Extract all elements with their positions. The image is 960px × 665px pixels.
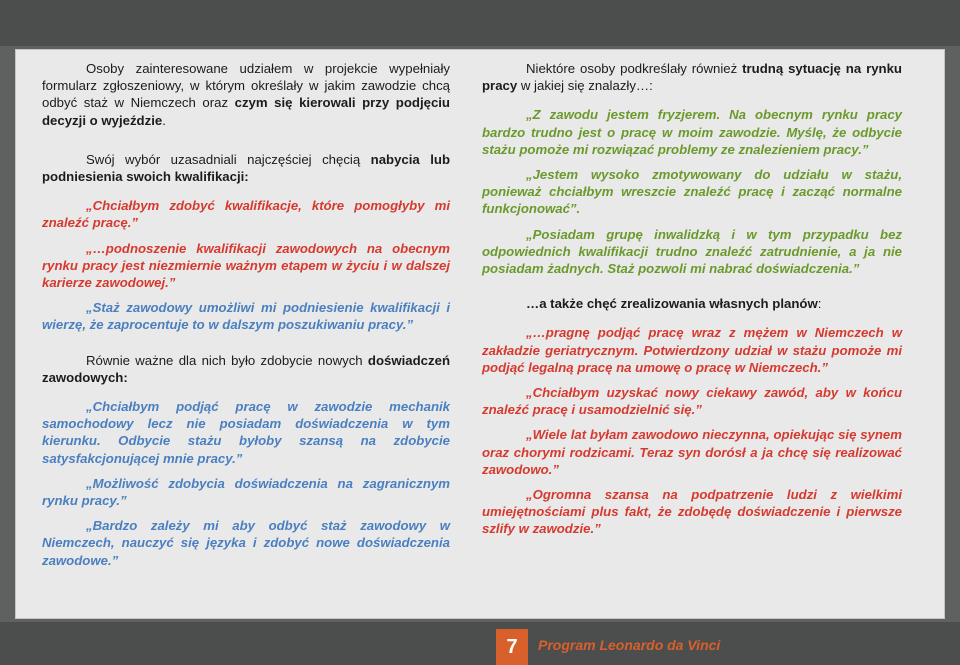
job-market-text: Niektóre osoby podkreślały również	[526, 61, 743, 76]
program-name: Program Leonardo da Vinci	[538, 637, 721, 653]
footer-band	[0, 622, 960, 665]
quote-green: „Posiadam grupę inwalidzką i w tym przypadku bez odpowiednich kwalifikacji trudno znaleźć zatrudnienie, a ja nie posiadam żadnych. Staż pozwoli mi nabrać doświadczenia.”	[482, 226, 902, 277]
quote-red: „…pragnę podjąć pracę wraz z mężem w Niemczech w zakładzie geriatrycznym. Potwierdzony udział w stażu pomoże mi podjąć legalną pracę na umowę o pracę w Niemczech.”	[482, 325, 902, 375]
qualifications-text: Swój wybór uzasadniali najczęściej chęcią	[86, 151, 371, 167]
quote-red: „Chciałbym uzyskać nowy ciekawy zawód, aby w końcu znaleźć pracę i usamodzielnić się.”	[482, 385, 902, 418]
qualifications-paragraph	[42, 151, 450, 185]
quote-blue: „Chciałbym podjąć pracę w zawodzie mechanik samochodowy lecz nie posiadam doświadczenia w tym kierunku. Odbycie stażu byłoby szansą na zdobycie satysfakcjonującej mnie pracy.”	[42, 399, 450, 466]
intro-end: .	[162, 112, 166, 128]
job-market-bold: trudną sytuację na rynku pracy	[482, 61, 902, 94]
quote-blue: „Możliwość zdobycia doświadczenia na zagranicznym rynku pracy.”	[42, 475, 450, 509]
intro-paragraph	[42, 60, 450, 129]
experience-paragraph	[42, 352, 450, 386]
quote-red: „…podnoszenie kwalifikacji zawodowych na obecnym rynku pracy jest niezmiernie ważnym etapem w życiu i w dalszej karierze zawodowej.”	[42, 240, 450, 291]
plans-text: …a także chęć	[526, 296, 621, 312]
plans-end: :	[817, 296, 822, 312]
quote-blue: „Staż zawodowy umożliwi mi podniesienie kwalifikacji i wierzę, że zaprocentuje to w dalszym poszukiwaniu pracy.”	[42, 300, 450, 333]
experience-text: Równie ważne dla nich było zdobycie nowych	[86, 352, 368, 368]
intro-text: Osoby zainteresowane udziałem w projekcie wypełniały formularz zgłoszeniowy, w którym określały w jakim zawodzie chcą odbyć staż w Niemczech oraz	[42, 61, 450, 111]
quote-red: „Wiele lat byłam zawodowo nieczynna, opiekując się synem oraz chorymi rodzicami. Teraz syn dorósł a ja chcę się realizować zawodowo.”	[482, 427, 902, 477]
job-market-paragraph	[482, 60, 902, 94]
qualifications-bold: nabycia lub podniesienia swoich kwalifikacji:	[42, 151, 450, 185]
quote-blue: „Bardzo zależy mi aby odbyć staż zawodowy w Niemczech, nauczyć się języka i zdobyć nowe doświadczenia zawodowe.”	[42, 518, 450, 568]
job-market-end: w jakiej się znalazły…:	[517, 78, 653, 94]
quote-green: „Z zawodu jestem fryzjerem. Na obecnym rynku pracy bardzo trudno jest o pracę w moim zawodzie. Myślę, że odbycie stażu pomoże mi rozwiązać problemy ze znalezieniem pracy.”	[482, 107, 902, 157]
quote-green: „Jestem wysoko zmotywowany do udziału w stażu, ponieważ chciałbym wreszcie znaleźć pracę i zacząć normalne funkcjonować”.	[482, 167, 902, 217]
quote-red: „Ogromna szansa na podpatrzenie ludzi z wielkimi umiejętnościami plus fakt, że zdobędę doświadczenie i pierwsze szlify w zawodzie.”	[482, 487, 902, 537]
plans-bold: zrealizowania własnych planów	[620, 296, 818, 312]
left-column	[42, 60, 450, 577]
page-number: 7	[496, 629, 528, 665]
quote-red: „Chciałbym zdobyć kwalifikacje, które pomogłyby mi znaleźć pracę.”	[42, 198, 450, 231]
top-band	[0, 0, 960, 46]
intro-bold: czym się kierowali przy podjęciu decyzji o wyjeździe	[42, 95, 450, 128]
experience-bold: doświadczeń zawodowych:	[42, 352, 450, 385]
right-column	[482, 60, 902, 546]
plans-paragraph	[482, 295, 902, 312]
